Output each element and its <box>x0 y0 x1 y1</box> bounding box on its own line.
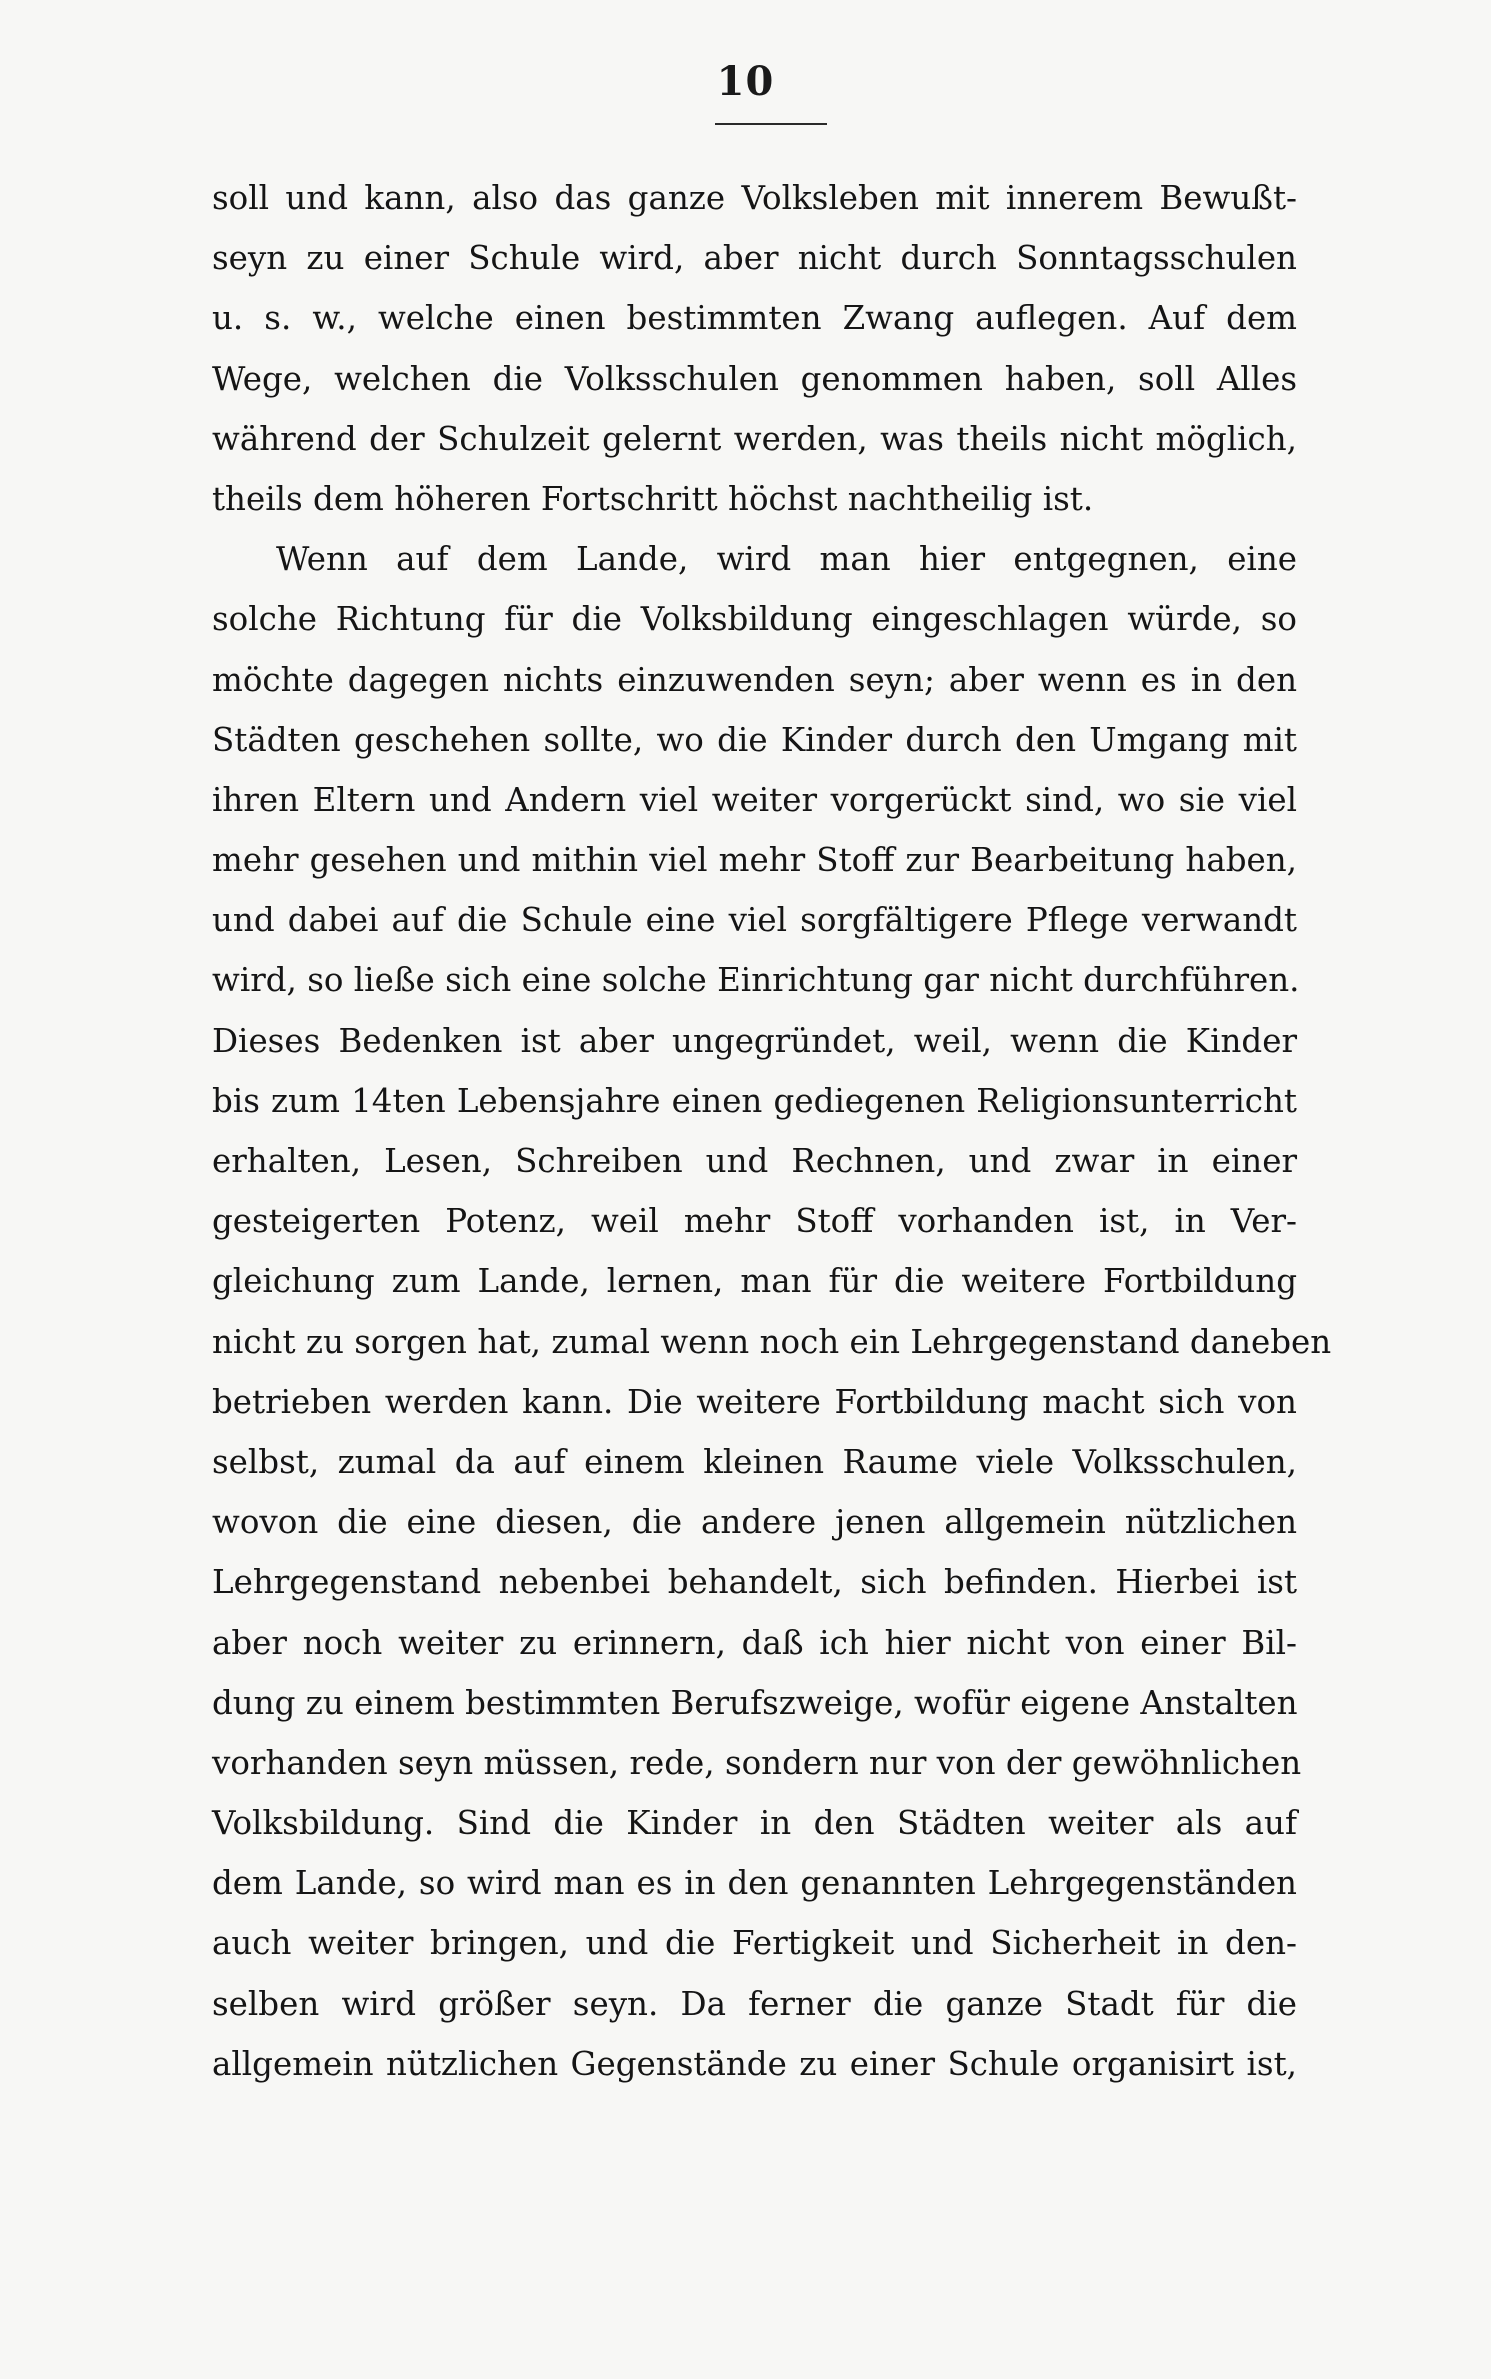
text-line: gesteigerten Potenz, weil mehr Stoff vorhanden ist, in Ver- <box>212 1202 1297 1241</box>
text-line: nicht zu sorgen hat, zumal wenn noch ein Lehrgegenstand daneben <box>212 1322 1332 1361</box>
text-line: ihren Eltern und Andern viel weiter vorgerückt sind, wo sie viel <box>212 780 1297 819</box>
text-line: bis zum 14ten Lebensjahre einen gediegenen Religionsunterricht <box>212 1081 1297 1120</box>
text-line: betrieben werden kann. Die weitere Fortbildung macht sich von <box>212 1382 1297 1421</box>
text-line: selben wird größer seyn. Da ferner die ganze Stadt für die <box>212 1984 1297 2023</box>
text-line: seyn zu einer Schule wird, aber nicht durch Sonntagsschulen <box>212 239 1297 278</box>
text-line: gleichung zum Lande, lernen, man für die weitere Fortbildung <box>212 1262 1297 1301</box>
text-line: wird, so ließe sich eine solche Einrichtung gar nicht durchführen. <box>212 961 1300 1000</box>
text-line: und dabei auf die Schule eine viel sorgfältigere Pflege verwandt <box>212 901 1297 940</box>
text-line: dem Lande, so wird man es in den genannten Lehrgegenständen <box>212 1864 1297 1903</box>
text-line: Dieses Bedenken ist aber ungegründet, weil, wenn die Kinder <box>212 1021 1297 1060</box>
text-line: Volksbildung. Sind die Kinder in den Städten weiter als auf <box>212 1804 1297 1843</box>
header-rule <box>715 123 827 125</box>
text-line: Städten geschehen sollte, wo die Kinder durch den Umgang mit <box>212 720 1297 759</box>
text-line: möchte dagegen nichts einzuwenden seyn; aber wenn es in den <box>212 660 1297 699</box>
text-line: aber noch weiter zu erinnern, daß ich hier nicht von einer Bil- <box>212 1623 1297 1662</box>
page-number: 10 <box>716 58 775 105</box>
text-line: mehr gesehen und mithin viel mehr Stoff zur Bearbeitung haben, <box>212 841 1297 880</box>
text-line: während der Schulzeit gelernt werden, was theils nicht möglich, <box>212 419 1297 458</box>
text-line: theils dem höheren Fortschritt höchst nachtheilig ist. <box>212 479 1094 518</box>
text-line: u. s. w., welche einen bestimmten Zwang auflegen. Auf dem <box>212 299 1297 338</box>
text-line: Wege, welchen die Volksschulen genommen haben, soll Alles <box>212 359 1297 398</box>
body-text <box>212 168 1332 2094</box>
text-line: Lehrgegenstand nebenbei behandelt, sich befinden. Hierbei ist <box>212 1563 1297 1602</box>
text-line: vorhanden seyn müssen, rede, sondern nur von der gewöhnlichen <box>212 1743 1302 1782</box>
text-line: Wenn auf dem Lande, wird man hier entgegnen, eine <box>276 540 1297 579</box>
text-line: solche Richtung für die Volksbildung eingeschlagen würde, so <box>212 600 1297 639</box>
text-line: auch weiter bringen, und die Fertigkeit und Sicherheit in den- <box>212 1924 1297 1963</box>
text-line: erhalten, Lesen, Schreiben und Rechnen, und zwar in einer <box>212 1142 1297 1180</box>
text-line: allgemein nützlichen Gegenstände zu einer Schule organisirt ist, <box>212 2044 1297 2083</box>
text-line: soll und kann, also das ganze Volksleben mit innerem Bewußt- <box>212 179 1297 217</box>
text-line: selbst, zumal da auf einem kleinen Raume viele Volksschulen, <box>212 1442 1297 1481</box>
text-line: wovon die eine diesen, die andere jenen allgemein nützlichen <box>212 1503 1297 1542</box>
text-line: dung zu einem bestimmten Berufszweige, wofür eigene Anstalten <box>212 1683 1298 1722</box>
